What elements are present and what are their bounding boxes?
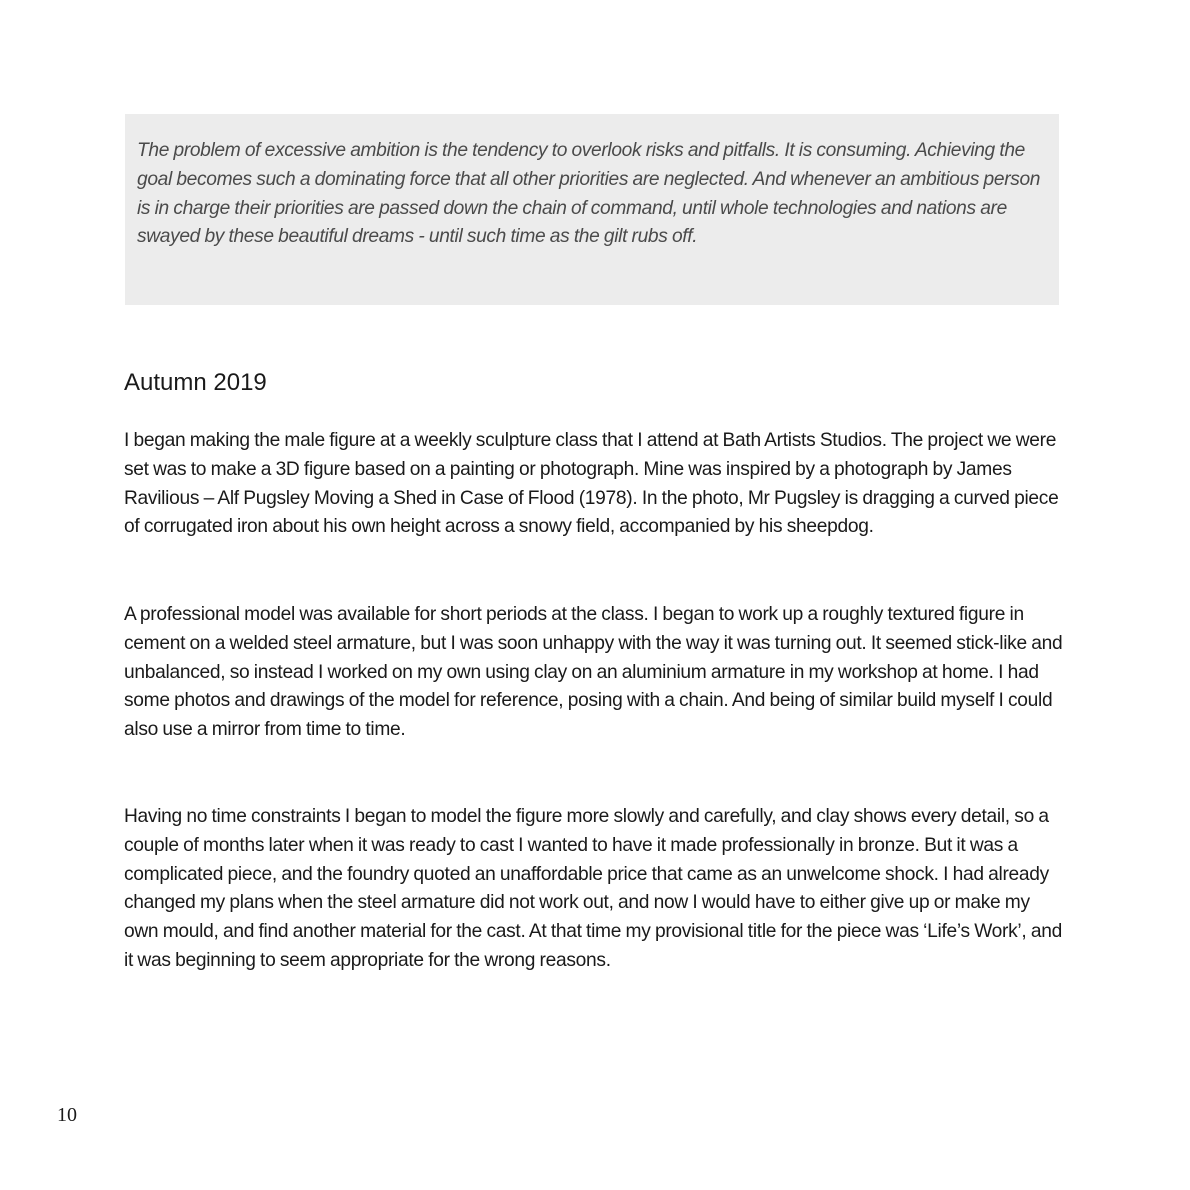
pull-quote-text: The problem of excessive ambition is the tendency to overlook risks and pitfalls. It is consuming. Achieving the goal becomes such a dominating force that all other priorities are neglected. And whenever an ambitious person is in charge their priorities are passed down the chain of command, until whole technologies and nations are swayed by these beautiful dreams - until such time as the gilt rubs off.	[137, 140, 1041, 248]
body-paragraph: Having no time constraints I began to model the figure more slowly and carefully, and clay shows every detail, so a couple of months later when it was ready to cast I wanted to have it made professionally in bronze. But it was a complicated piece, and the foundry quoted an unaffordable price that came as an unwelcome shock. I had already changed my plans when the steel armature did not work out, and now I would have to either give up or make my own mould, and find another material for the cast. At that time my provisional title for the piece was ‘Life’s Work’, and it was beginning to seem appropriate for the wrong reasons.	[124, 806, 1062, 971]
pull-quote-box	[125, 114, 1059, 305]
page-number: 10	[57, 1104, 77, 1126]
section-heading: Autumn 2019	[124, 369, 267, 396]
body-paragraph: I began making the male figure at a weekly sculpture class that I attend at Bath Artists Studios. The project we were set was to make a 3D figure based on a painting or photograph. Mine was inspired by a photograph by James Ravilious – Alf Pugsley Moving a Shed in Case of Flood (1978). In the photo, Mr Pugsley is dragging a curved piece of corrugated iron about his own height across a snowy field, accompanied by his sheepdog.	[124, 430, 1059, 538]
body-paragraph: A professional model was available for short periods at the class. I began to work up a roughly textured figure in cement on a welded steel armature, but I was soon unhappy with the way it was turning out. It seemed stick-like and unbalanced, so instead I worked on my own using clay on an aluminium armature in my workshop at home. I had some photos and drawings of the model for reference, posing with a chain. And being of similar build myself I could also use a mirror from time to time.	[124, 604, 1063, 741]
